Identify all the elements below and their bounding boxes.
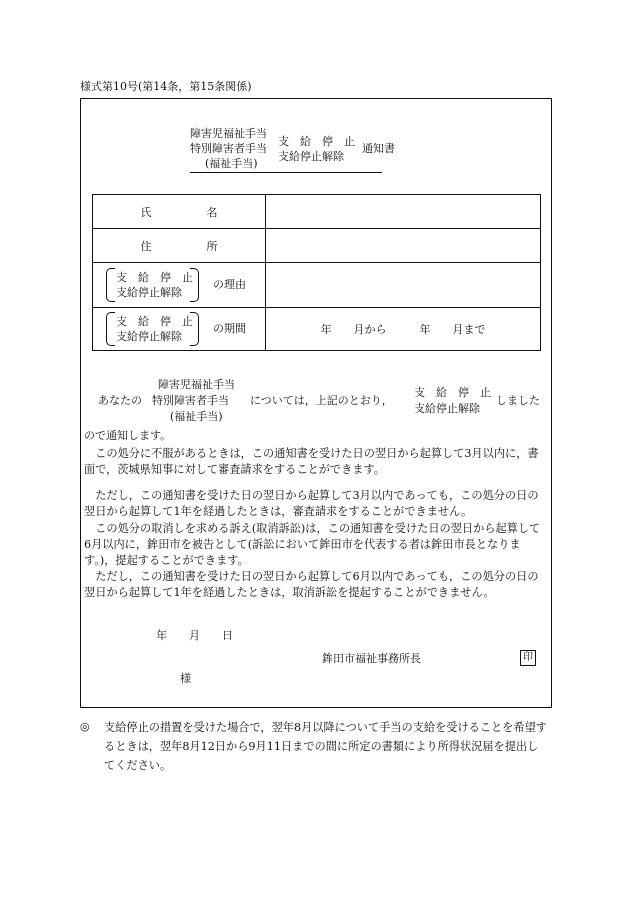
info-table [92,194,541,351]
issuer-name: 鉾田市福祉事務所長 [322,652,421,665]
title-suffix: 通知書 [362,142,395,155]
footnote-mark: ◎ [80,720,90,733]
address-label-cell [93,229,266,263]
title-action-2: 支給停止解除 [278,150,344,163]
date-line: 年 月 日 [156,629,233,642]
period-option-release: 支給停止解除 [116,330,182,343]
lawsuit-paragraph-1: この処分の取消しを求める訴え(取消訴訟)は，この通知書を受けた日の翌日から起算して6月以内に，鉾田市を被告として(訴訟において鉾田市を代表する者は鉾田市長となります。)，提起することができます。 [84,522,541,567]
appeal-paragraph-2: ただし，この通知書を受けた日の翌日から起算して3月以内であっても，この処分の日の翌日から起算して1年を経過したときは，審査請求をすることができません。 [84,489,539,518]
table-row-reason [93,263,541,308]
footnote-text: 支給停止の措置を受けた場合で，翌年8月以降について手当の支給を受けることを希望するときは，翌年8月12日から9月11日までの間に所定の書類により所得状況届を提出してください。 [104,721,547,772]
table-row-period [93,308,541,351]
left-bracket [106,268,115,302]
lawsuit-paragraph-2: ただし，この通知書を受けた日の翌日から起算して6月以内であっても，この処分の日の翌日から起算して1年を経過したときは，取消訴訟を提起することができません。 [84,570,539,599]
address-value-cell[interactable] [266,229,541,263]
right-bracket [190,312,199,346]
notice-action-1: 支 給 停 止 [414,386,491,399]
table-row-name [93,195,541,229]
period-value: 年 月から 年 月まで [320,323,486,336]
title-underline [190,172,382,173]
address-label: 住 所 [140,239,218,253]
notice-type-1: 障害児福祉手当 [158,378,235,391]
notice-type-3: (福祉手当) [170,410,223,423]
notice-suffix: しました [496,394,540,407]
title-type-2: 特別障害者手当 [190,142,267,155]
reason-option-release: 支給停止解除 [116,286,182,299]
period-option-stop: 支 給 停 止 [116,315,193,328]
appeal-paragraph-1: この処分に不服があるときは，この通知書を受けた日の翌日から起算して3月以内に，書面で，茨城県知事に対して審査請求をすることができます。 [84,447,539,476]
name-label-cell [93,195,266,229]
name-value-cell[interactable] [266,195,541,229]
notice-type-2: 特別障害者手当 [152,394,229,407]
left-bracket [106,312,115,346]
seal-mark: 印 [520,650,536,666]
reason-value-cell[interactable] [266,263,541,308]
title-type-1: 障害児福祉手当 [190,127,267,140]
right-bracket [190,268,199,302]
period-value-cell[interactable] [266,308,541,351]
reason-suffix: の理由 [213,278,246,291]
notice-middle: については，上記のとおり， [250,394,393,407]
reason-label-cell [93,263,266,308]
notice-action-2: 支給停止解除 [414,402,480,415]
period-suffix: の期間 [213,322,246,335]
addressee-suffix: 様 [180,672,191,685]
form-number: 様式第10号(第14条，第15条関係) [80,80,252,93]
notice-continuation: ので通知します。 [84,429,172,442]
table-row-address [93,229,541,263]
title-action-1: 支 給 停 止 [278,135,355,148]
notice-prefix: あなたの [98,394,142,407]
period-label-cell [93,308,266,351]
name-label: 氏 名 [140,205,218,219]
title-type-3: (福祉手当) [205,157,258,170]
reason-option-stop: 支 給 停 止 [116,271,193,284]
